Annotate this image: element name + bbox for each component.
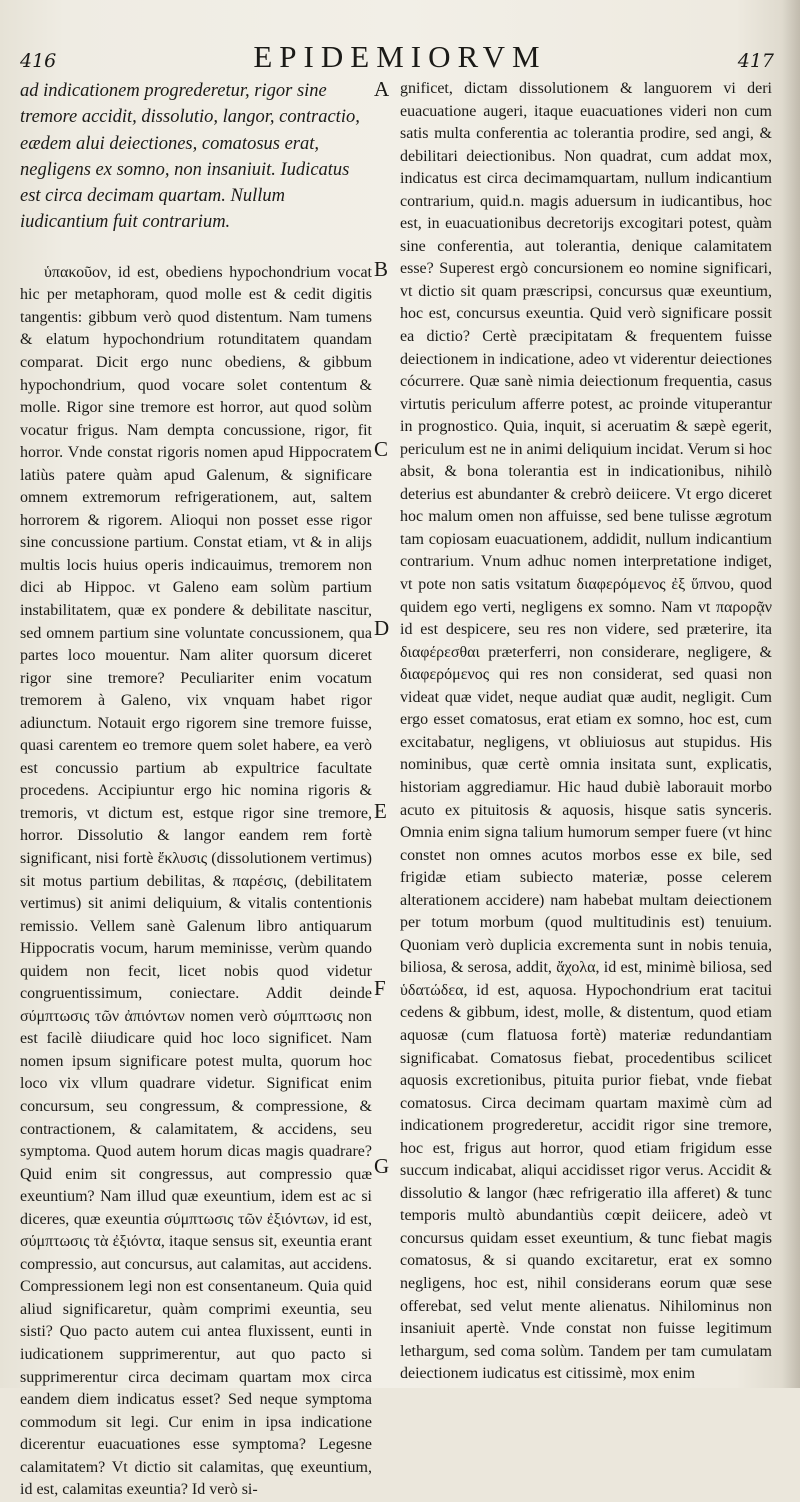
margin-section-letters	[360, 0, 400, 1388]
left-column	[20, 78, 372, 1502]
page-number-right: 417	[737, 50, 774, 72]
left-column-body: ὑπακοῦον, id est, obediens hypochondrium vocat hic per metaphoram, quod molle est & cedit digitis tangentis: gibbum verò quod distentum. Nam tumens & elatum hypochondrium rotunditatem quandam comparat. Dicit ergo nunc obediens, & gibbum hypochondrium, quod vocare solet contentum & molle. Rigor sine tremore est horror, aut quod solùm vocatur frigus. Nam dempta concussione, rigor, fit horror. Vnde constat rigoris nomen apud Hippocratem latiùs patere quàm apud Galenum, & significare omnem extremorum refrigerationem, aut, saltem horrorem & rigorem. Alioqui non posset esse rigor sine concussione partium. Constat etiam, vt & in alijs multis locis huius operis indicauimus, tremorem non dici ab Hippoc. vt Galeno eam solùm partium instabilitatem, quæ ex pondere & debilitate nascitur, sed omnem partium sine voluntate concussionem, qua partes loco mouentur. Nam aliter quorsum diceret rigor sine tremore? Peculiariter enim vocatum tremorem à Galeno, vix vnquam habet rigor adiunctum. Notauit ergo rigorem sine tremore fuisse, quasi carentem eo tremore quem solet habere, ea verò est concussio partium ab expultrice facultate procedens. Accipiuntur ergo hic nomina rigoris & tremoris, vt dictum est, estque rigor sine tremore, horror. Dissolutio & langor eandem rem fortè significant, nisi fortè ἔκλυσις (dissolutionem vertimus) sit motus partium debilitas, & παρέσις, (debilitatem vertimus) sit animi deliquium, & vitalis contentionis remissio. Vellem sanè Galenum libro antiquarum Hippocratis vocum, harum meminisse, verùm quando quidem non fecit, licet nobis quod videtur congruentissimum, coniectare. Addit deinde σύμπτωσις τῶν ἀπιόντων nomen verò σύμπτωσις non est facilè diiudicare quid hoc loco significet. Nam nomen ipsum significare potest multa, quorum hoc loco vix vllum quadrare videtur. Significat enim concursum, seu congressum, & compressione, & contractionem, & calamitatem, & accidens, seu symptoma. Quod autem horum dicas magis quadrare? Quid enim sit congressus, aut compressio quæ exeuntium? Nam illud quæ exeuntium, idem est ac si diceres, quæ exeuntia σύμπτωσις τῶν ἐξιόντων, id est, σύμπτωσις τὰ ἐξιόντα, itaque sensus sit, exeuntia erant compressio, aut concursus, aut calamitas, aut accidens. Compressionem legi non est consentaneum. Quia quid aliud significaretur, quàm comprimi exeuntia, seu sisti? Quo pacto autem cui antea fluxissent, eunti in iudicationem supprimerentur, aut quo pacto si supprimerentur circa decimam quartam mox circa eandem diem indicatus esset? Sed neque symptoma commodum sit legi. Cur enim in ipsa indicatione dicerentur euacuationes esse symptoma? Legesne calamitatem? Vt dictio sit calamitas, quę exeuntium, id est, calamitas exeuntia? Id verò si-	[20, 263, 372, 1499]
page-number-left: 416	[20, 50, 57, 72]
page-header	[20, 40, 780, 76]
margin-letter-e: E	[374, 799, 387, 823]
margin-letter-f: F	[374, 976, 386, 1000]
italic-intro-text: ad indicationem progrederetur, rigor sine tremore accidit, dissolutio, langor, contractio, eædem alui deiectiones, comatosus erat, negligens ex somno, non insaniuit. Iudicatus est circa decimam quartam. Nullum iudicantium fuit contrarium.	[20, 81, 360, 233]
margin-letter-b: B	[374, 257, 389, 281]
margin-letter-a: A	[374, 77, 390, 101]
right-column-body: gnificet, dictam dissolutionem & languorem vi deri euacuatione augeri, itaque euacuationes videri non cum satis multa conferentia ac tolerantia prodire, sed angi, & debilitari deiectionibus. Non quadrat, cum addat mox, indicatus est circa decimamquartam, nullum indicantium contrarium, quid.n. magis aduersum in iudicantibus, hoc est, in euacuationibus decretorijs excogitari potest, quàm sine conferentia, aut tolerantia, denique calamitatem esse? Superest ergò concursionem eo nomine significari, vt dictio sit quam præscripsi, concursus quæ exeuntium, hoc est, concursus exeuntia. Quid verò significare possit ea dictio? Certè præcipitatam & frequentem fuisse deiectionem in indicatione, adeo vt viderentur deiectiones cócurrere. Quæ sanè nimia deiectionum frequentia, casus virtutis periculum afferre potest, ac proinde vituperantur in prognostico. Quia, inquit, si aceruatim & sæpè egerit, periculum est ne in animi deliquium incidat. Verum si hoc absit, & bona tolerantia est in indicationibus, nihilò deterius est abundanter & crebrò deiicere. Vt ergo diceret hoc malum omen non affuisse, sed bene tulisse ægrotum tam copiosam euacuationem, addidit, nullum indicantium contrarium. Vnum adhuc nomen interpretatione indiget, vt pote non satis vsitatum διαφερόμενος ἐξ ὕπνου, quod quidem ego verti, negligens ex somno. Nam vt παρορᾷν id est despicere, seu res non videre, sed præterire, ita διαφέρεσθαι præterferri, non considerare, negligere, & διαφερόμενος qui res non considerat, sed quasi non videat quæ videt, neque audiat quæ audit, negligit. Cum ergo esset comatosus, erat etiam ex somno, hoc est, cum excitabatur, negligens, vt obliuiosus aut stupidus. His nominibus, quæ certè omnia insitata sunt, explicatis, historiam aggrediamur. Hic haud dubiè laborauit morbo acuto ex pituitosis & aquosis, hisque satis synceris. Omnia enim signa talium humorum semper fuere (vt hinc constet non omnes acutos morbos esse ex bile, sed frigidæ etiam subiecto materiæ, posse celerem alterationem accidere) nam habebat multam deiectionem per totum morbum (quod multitudinis est) tenuium. Quoniam verò duplicia excrementa sunt in nobis tenuia, biliosa, & serosa, addit, ἄχολα, id est, minimè biliosa, sed ὑδατώδεα, id est, aquosa. Hypochondrium erat tacitui cedens & gibbum, idest, molle, & distentum, quod etiam aquosæ (cum flatuosa fortè) materiæ redundantiam significabat. Comatosus fiebat, procedentibus scilicet aquosis excretionibus, pituita purior fiebat, vnde fiebat comatosus. Circa decimam quartam maximè cùm ad indicationem progrederetur, accidit rigor sine tremore, hoc est, frigus aut horror, quod etiam frigidum esse succum indicabat, aliqui accidisset rigor verus. Accidit & dissolutio & langor (hæc refrigeratio illa afferet) & tunc temporis multò abundantiùs cœpit deiicere, adeò vt concursus quidam esset exeuntium, & tunc fiebat magis comatosus, & si quando excitaretur, erat ex somno negligens, hoc est, nihil considerans eorum quæ sese offerebat, sed velut mente alienatus. Nihilominus non insaniuit apertè. Vnde constat non fuisse legitimum lethargum, sed coma solùm. Tandem per tam cumulatam deiectionem iudicatus est citissimè, mox enim	[400, 80, 772, 1383]
running-title: EPIDEMIORVM	[253, 39, 547, 74]
page-edge-shadow	[782, 0, 800, 1388]
margin-letter-d: D	[374, 616, 390, 640]
margin-letter-g: G	[374, 1154, 390, 1178]
margin-letter-c: C	[374, 437, 389, 461]
right-column	[400, 78, 772, 1386]
